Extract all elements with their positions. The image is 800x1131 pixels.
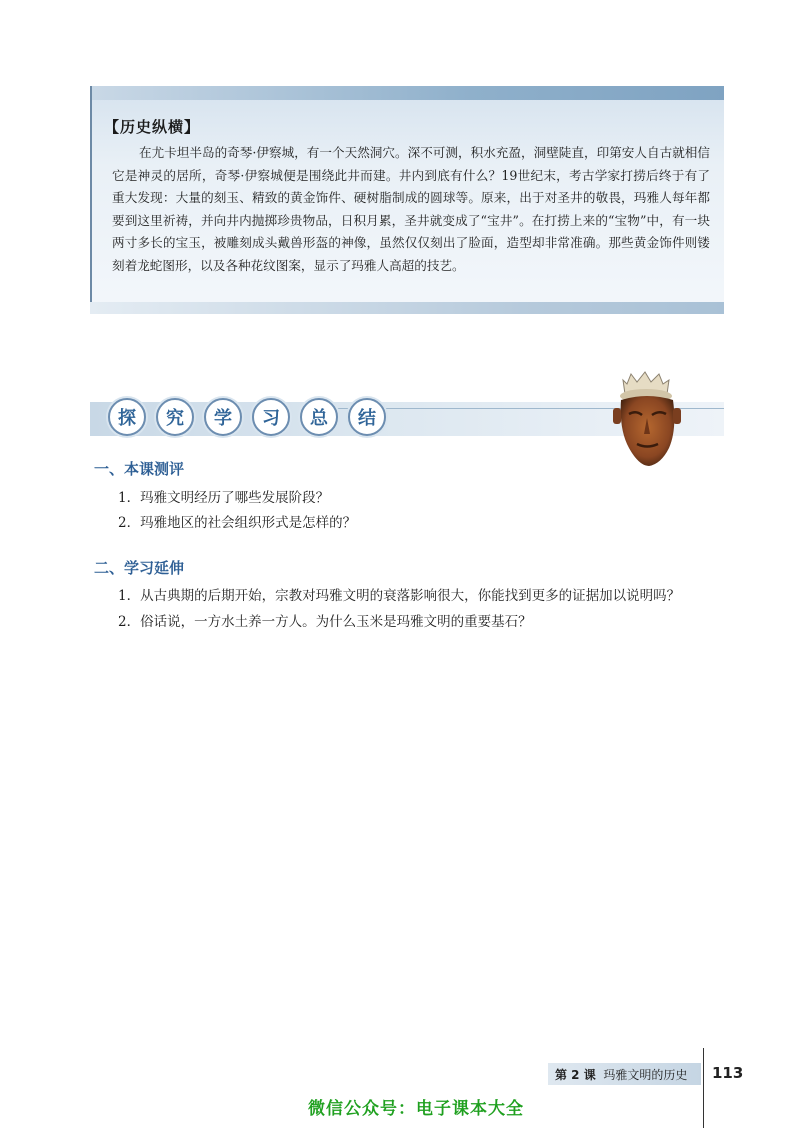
box-bottom-bar <box>90 302 724 314</box>
mayan-mask-image <box>605 370 689 470</box>
question-item: 2．俗话说，一方水土养一方人。为什么玉米是玛雅文明的重要基石？ <box>118 614 532 630</box>
banner-char: 究 <box>156 398 194 436</box>
history-heading: 【历史纵横】 <box>104 118 201 136</box>
question-item: 2．玛雅地区的社会组织形式是怎样的？ <box>118 515 357 531</box>
history-paragraph: 在尤卡坦半岛的奇琴·伊察城，有一个天然洞穴。深不可测，积水充盈，洞壁陡直，印第安人自古就相信它是神灵的居所，奇琴·伊察城便是围绕此井而建。井内到底有什么？19世纪末，考古学家打捞后终于有了重大发现：大量的刻玉、精致的黄金饰件、硬树脂制成的圆球等。原来，出于对圣井的敬畏，玛雅人每年都要到这里祈祷，并向井内抛掷珍贵物品，日积月累，圣井就变成了“宝井”。在打捞上来的“宝物”中，有一块两寸多长的宝玉，被雕刻成头戴兽形盔的神像，虽然仅仅刻出了脸面，造型却非常准确。那些黄金饰件则镂刻着龙蛇图形，以及各种花纹图案，显示了玛雅人高超的技艺。 <box>112 145 710 273</box>
page-number: 113 <box>712 1064 744 1082</box>
banner-char: 结 <box>348 398 386 436</box>
footer-lesson-label: 第 2 课 <box>555 1068 596 1082</box>
footer-divider <box>703 1048 704 1128</box>
history-sidebar-box <box>90 86 724 314</box>
watermark-text: 微信公众号：电子课本大全 <box>308 1099 524 1119</box>
banner-char: 学 <box>204 398 242 436</box>
footer-lesson-name: 玛雅文明的历史 <box>603 1068 688 1082</box>
banner-char: 总 <box>300 398 338 436</box>
box-top-bar <box>90 86 724 100</box>
banner-char: 探 <box>108 398 146 436</box>
question-item: 1．从古典期的后期开始，宗教对玛雅文明的衰落影响很大，你能找到更多的证据加以说明吗？ <box>118 588 681 604</box>
box-left-rule <box>90 86 92 314</box>
footer-lesson-title <box>555 1066 687 1083</box>
section-title-extension: 二、学习延伸 <box>94 559 185 577</box>
section-title-assessment: 一、本课测评 <box>94 460 185 478</box>
banner-title <box>108 398 386 436</box>
banner-char: 习 <box>252 398 290 436</box>
question-item: 1．玛雅文明经历了哪些发展阶段？ <box>118 490 330 506</box>
